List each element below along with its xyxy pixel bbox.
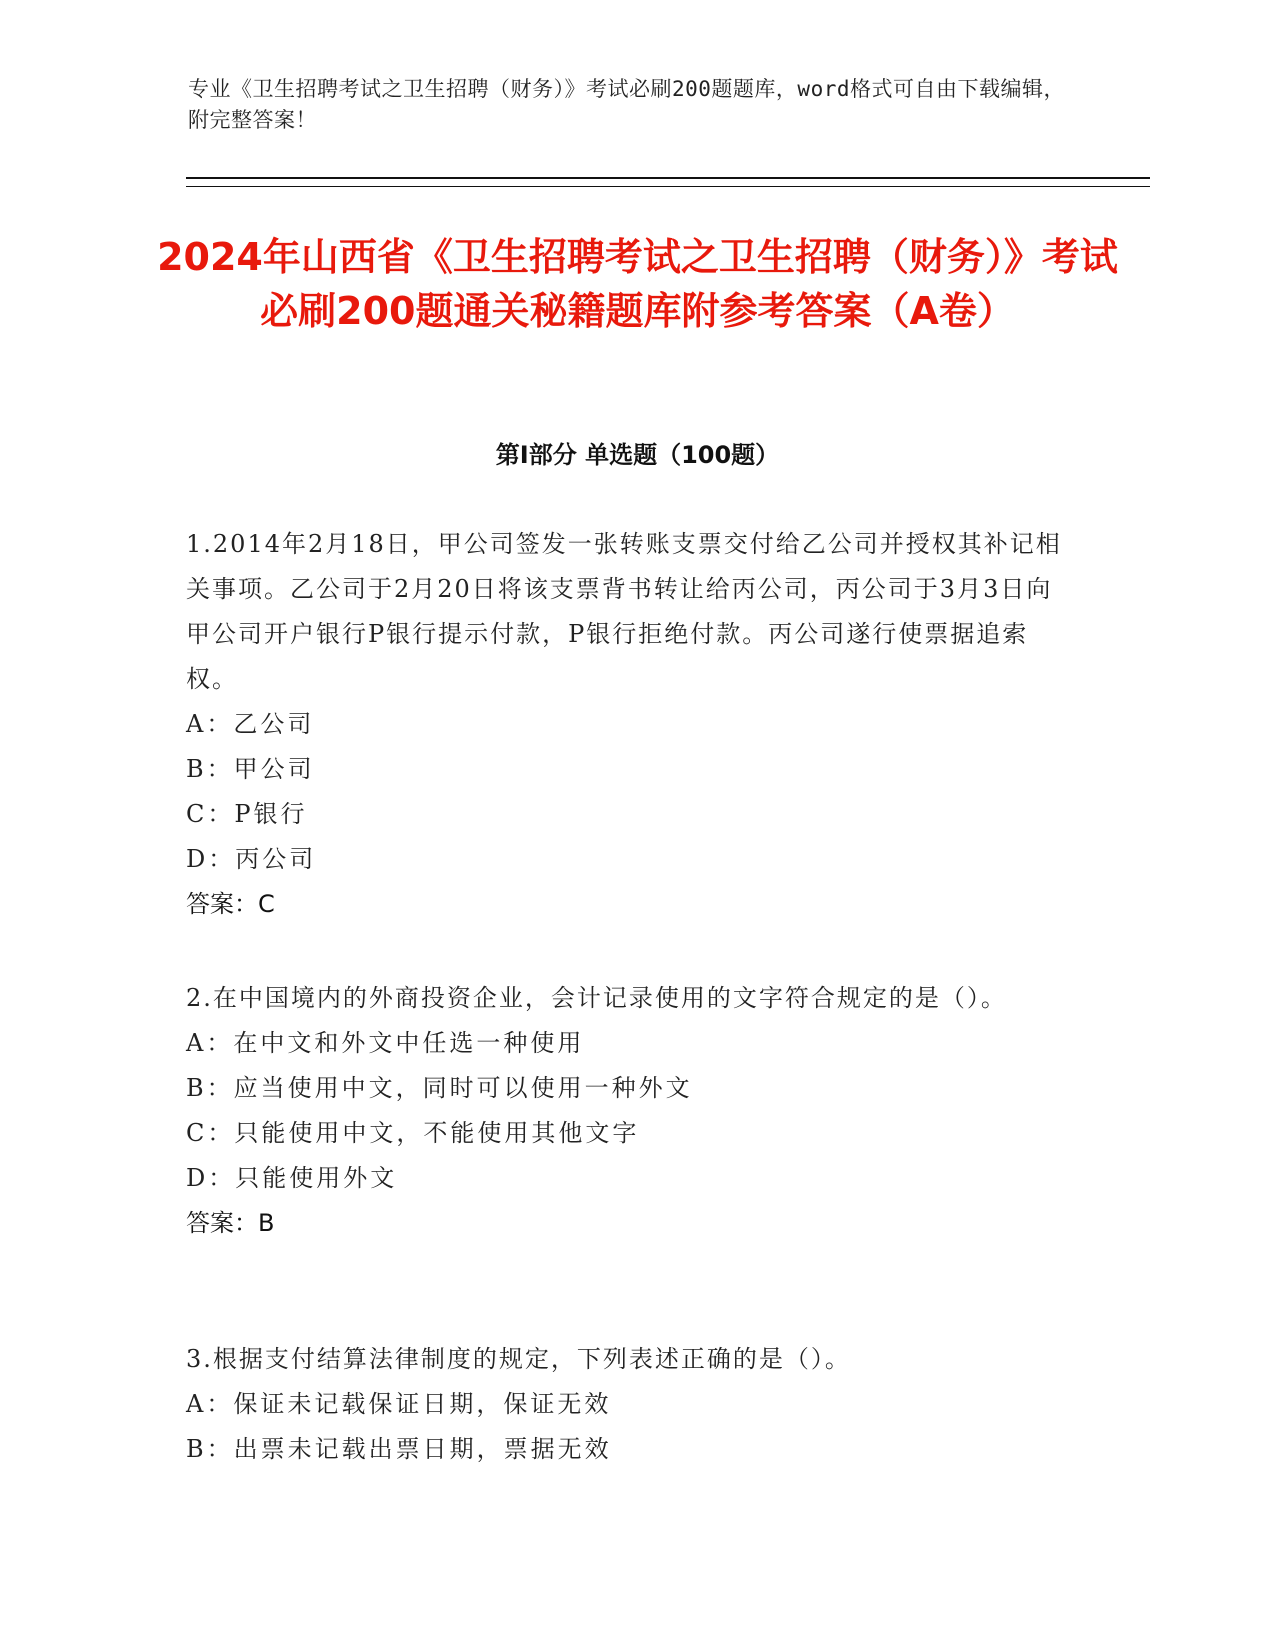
question-stem: 3.根据支付结算法律制度的规定，下列表述正确的是（）。	[186, 1345, 851, 1373]
question-stem: 1.2014年2月18日，甲公司签发一张转账支票交付给乙公司并授权其补记相关事项。乙公司于2月20日将该支票背书转让给丙公司，丙公司于3月3日向甲公司开户银行P银行提示付款，P银行拒绝付款。丙公司遂行使票据追索权。	[186, 530, 1062, 693]
document-title: 2024年山西省《卫生招聘考试之卫生招聘（财务）》考试必刷200题通关秘籍题库附参考答案（A卷）	[157, 235, 1118, 333]
header-divider-thick	[186, 177, 1150, 179]
option-a: A：在中文和外文中任选一种使用	[186, 1029, 585, 1057]
question-1	[186, 522, 1076, 927]
answer: 答案：C	[186, 890, 275, 918]
question-2	[186, 976, 1076, 1246]
option-c: C：只能使用中文，不能使用其他文字	[186, 1119, 640, 1147]
question-stem: 2.在中国境内的外商投资企业，会计记录使用的文字符合规定的是（）。	[186, 984, 1007, 1012]
header-note: 专业《卫生招聘考试之卫生招聘（财务）》考试必刷200题题库，word格式可自由下载编辑，附完整答案！	[188, 77, 1065, 132]
option-a: A：保证未记载保证日期，保证无效	[186, 1390, 612, 1418]
option-b: B：甲公司	[186, 755, 315, 783]
option-b: B：出票未记载出票日期，票据无效	[186, 1435, 612, 1463]
option-d: D：丙公司	[186, 845, 317, 873]
answer: 答案：B	[186, 1209, 275, 1237]
option-b: B：应当使用中文，同时可以使用一种外文	[186, 1074, 693, 1102]
section-heading: 第Ⅰ部分 单选题（100题）	[495, 441, 780, 469]
header-divider-thin	[186, 186, 1150, 187]
option-c: C：P银行	[186, 800, 308, 828]
question-3	[186, 1337, 1076, 1472]
option-a: A：乙公司	[186, 710, 315, 738]
option-d: D：只能使用外文	[186, 1164, 398, 1192]
